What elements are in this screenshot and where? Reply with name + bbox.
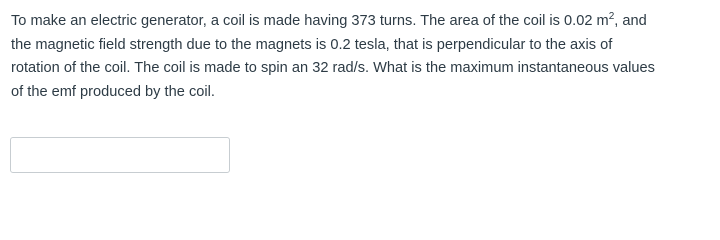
question-line-1-text: To make an electric generator, a coil is made having 373 turns. The area of the coil is 0.02 m [11,13,609,29]
question-line-4: of the emf produced by the coil. [11,83,215,100]
question-text [11,10,711,104]
question-line-2: the magnetic field strength due to the magnets is 0.2 tesla, that is perpendicular to the axis of [11,36,613,53]
question-line-3: rotation of the coil. The coil is made to spin an 32 rad/s. What is the maximum instantaneous values [11,60,655,76]
superscript-2: 2 [608,11,615,22]
answer-input[interactable] [10,137,230,173]
question-line-1 [11,10,711,34]
question-line-1-end: , and [614,13,647,29]
